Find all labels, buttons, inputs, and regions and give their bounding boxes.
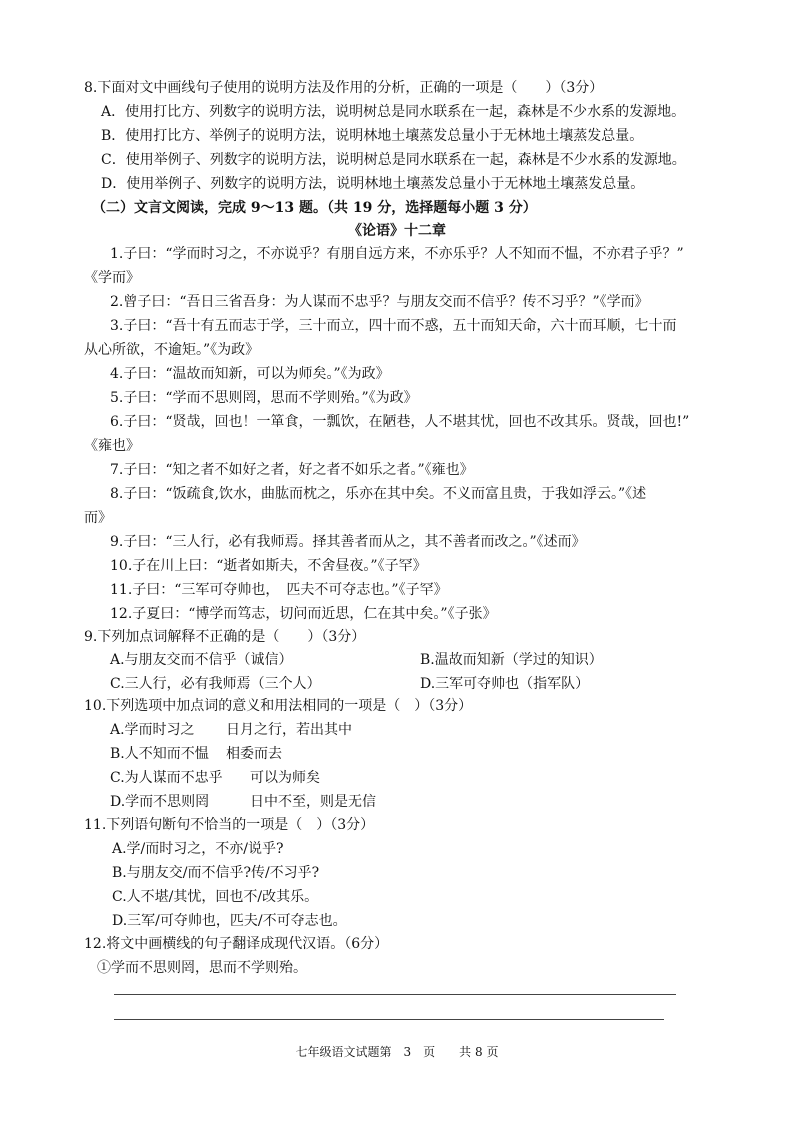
q12-stem: 12.将文中画横线的句子翻译成现代汉语。（6分） bbox=[84, 936, 389, 952]
section-heading: （二）文言文阅读，完成 9～13 题。（共 19 分，选择题每小题 3 分） bbox=[92, 200, 537, 216]
q8-option-b: B．使用打比方、举例子的说明方法，说明林地土壤蒸发总量小于无林地土壤蒸发总量。 bbox=[101, 128, 644, 144]
q9-stem: 9.下列加点词解释不正确的是（ ）（3分） bbox=[84, 629, 366, 645]
analects-line-1-source: 《学而》 bbox=[84, 270, 140, 286]
q8-option-a: A．使用打比方、列数字的说明方法，说明树总是同水联系在一起，森林是不少水系的发源地。 bbox=[101, 104, 686, 120]
page-footer: 七年级语文试题第 3 页 共 8 页 bbox=[295, 1045, 499, 1059]
analects-line-8: 8.子曰：“饭疏食,饮水，曲肱而枕之，乐亦在其中矣。不义而富且贵，于我如浮云。”《述 bbox=[110, 486, 647, 502]
analects-line-11: 11.子曰：“三军可夺帅也， 匹夫不可夺志也。”《子罕》 bbox=[110, 582, 448, 598]
q12-item-1: ①学而不思则罔，思而不学则殆。 bbox=[97, 960, 307, 976]
analects-line-10: 10.子在川上曰：“逝者如斯夫，不舍昼夜。”《子罕》 bbox=[110, 558, 427, 574]
q10-option-b-left: B.人不知而不愠 bbox=[110, 746, 209, 762]
q10-option-c-left: C.为人谋而不忠乎 bbox=[110, 770, 223, 786]
q9-option-c: C.三人行，必有我师焉（三个人） bbox=[110, 676, 321, 692]
q11-option-a: A.学/而时习之，不亦/说乎? bbox=[112, 841, 284, 857]
q8-option-d: D．使用举例子、列数字的说明方法，说明林地土壤蒸发总量小于无林地土壤蒸发总量。 bbox=[101, 176, 645, 192]
analects-line-3-cont: 从心所欲，不逾矩。”《为政》 bbox=[84, 342, 260, 358]
q10-stem: 10.下列选项中加点词的意义和用法相同的一项是（ ）（3分） bbox=[84, 698, 473, 714]
analects-line-1: 1.子曰：“学而时习之，不亦说乎？有朋自远方来，不亦乐乎？人不知而不愠，不亦君子乎？” bbox=[110, 246, 684, 262]
analects-line-9: 9.子曰：“三人行，必有我师焉。择其善者而从之，其不善者而改之。”《述而》 bbox=[110, 534, 586, 550]
analects-line-5: 5.子曰：“学而不思则罔，思而不学则殆。”《为政》 bbox=[110, 390, 418, 406]
analects-line-6: 6.子曰：“贤哉，回也！一箪食，一瓢饮，在陋巷，人不堪其忧，回也不改其乐。贤哉，回也!” bbox=[110, 414, 690, 430]
q10-option-a-left: A.学而时习之 bbox=[110, 722, 195, 738]
analects-line-2: 2.曾子曰：“吾日三省吾身：为人谋而不忠乎？与朋友交而不信乎？传不习乎？”《学而》 bbox=[110, 294, 649, 310]
q9-option-d: D.三军可夺帅也（指军队） bbox=[420, 676, 590, 692]
analects-line-12: 12.子夏曰：“博学而笃志，切问而近思，仁在其中矣。”《子张》 bbox=[110, 606, 497, 622]
q10-option-b-right: 相委而去 bbox=[226, 746, 282, 762]
analects-line-8-cont: 而》 bbox=[84, 510, 112, 526]
answer-line-1[interactable] bbox=[114, 994, 676, 995]
analects-line-6-source: 《雍也》 bbox=[84, 438, 140, 454]
analects-line-3: 3.子曰：“吾十有五而志于学，三十而立，四十而不惑，五十而知天命，六十而耳顺，七十而 bbox=[110, 318, 677, 334]
q8-option-c: C．使用举例子、列数字的说明方法，说明树总是同水联系在一起，森林是不少水系的发源地。 bbox=[101, 152, 686, 168]
q10-option-d-left: D.学而不思则罔 bbox=[110, 794, 210, 810]
q9-option-a: A.与朋友交而不信乎（诚信） bbox=[110, 652, 293, 668]
analects-line-4: 4.子曰：“温故而知新，可以为师矣。”《为政》 bbox=[110, 366, 390, 382]
q9-option-b: B.温故而知新（学过的知识） bbox=[420, 652, 603, 668]
q11-option-d: D.三军/可夺帅也，匹夫/不可夺志也。 bbox=[112, 913, 347, 929]
analects-line-7: 7.子曰：“知之者不如好之者，好之者不如乐之者。”《雍也》 bbox=[110, 462, 474, 478]
q11-option-b: B.与朋友交/而不信乎?传/不习乎? bbox=[112, 865, 320, 881]
q10-option-a-right: 日月之行，若出其中 bbox=[226, 722, 352, 738]
q10-option-c-right: 可以为师矣 bbox=[250, 770, 320, 786]
q11-option-c: C.人不堪/其忧，回也不/改其乐。 bbox=[112, 889, 319, 905]
q8-stem: 8.下面对文中画线句子使用的说明方法及作用的分析，正确的一项是（ ）（3分） bbox=[84, 80, 604, 96]
answer-line-2[interactable] bbox=[114, 1019, 664, 1020]
section-title: 《论语》十二章 bbox=[348, 223, 446, 239]
q10-option-d-right: 日中不至，则是无信 bbox=[250, 794, 376, 810]
q11-stem: 11.下列语句断句不恰当的一项是（ ）（3分） bbox=[84, 817, 375, 833]
